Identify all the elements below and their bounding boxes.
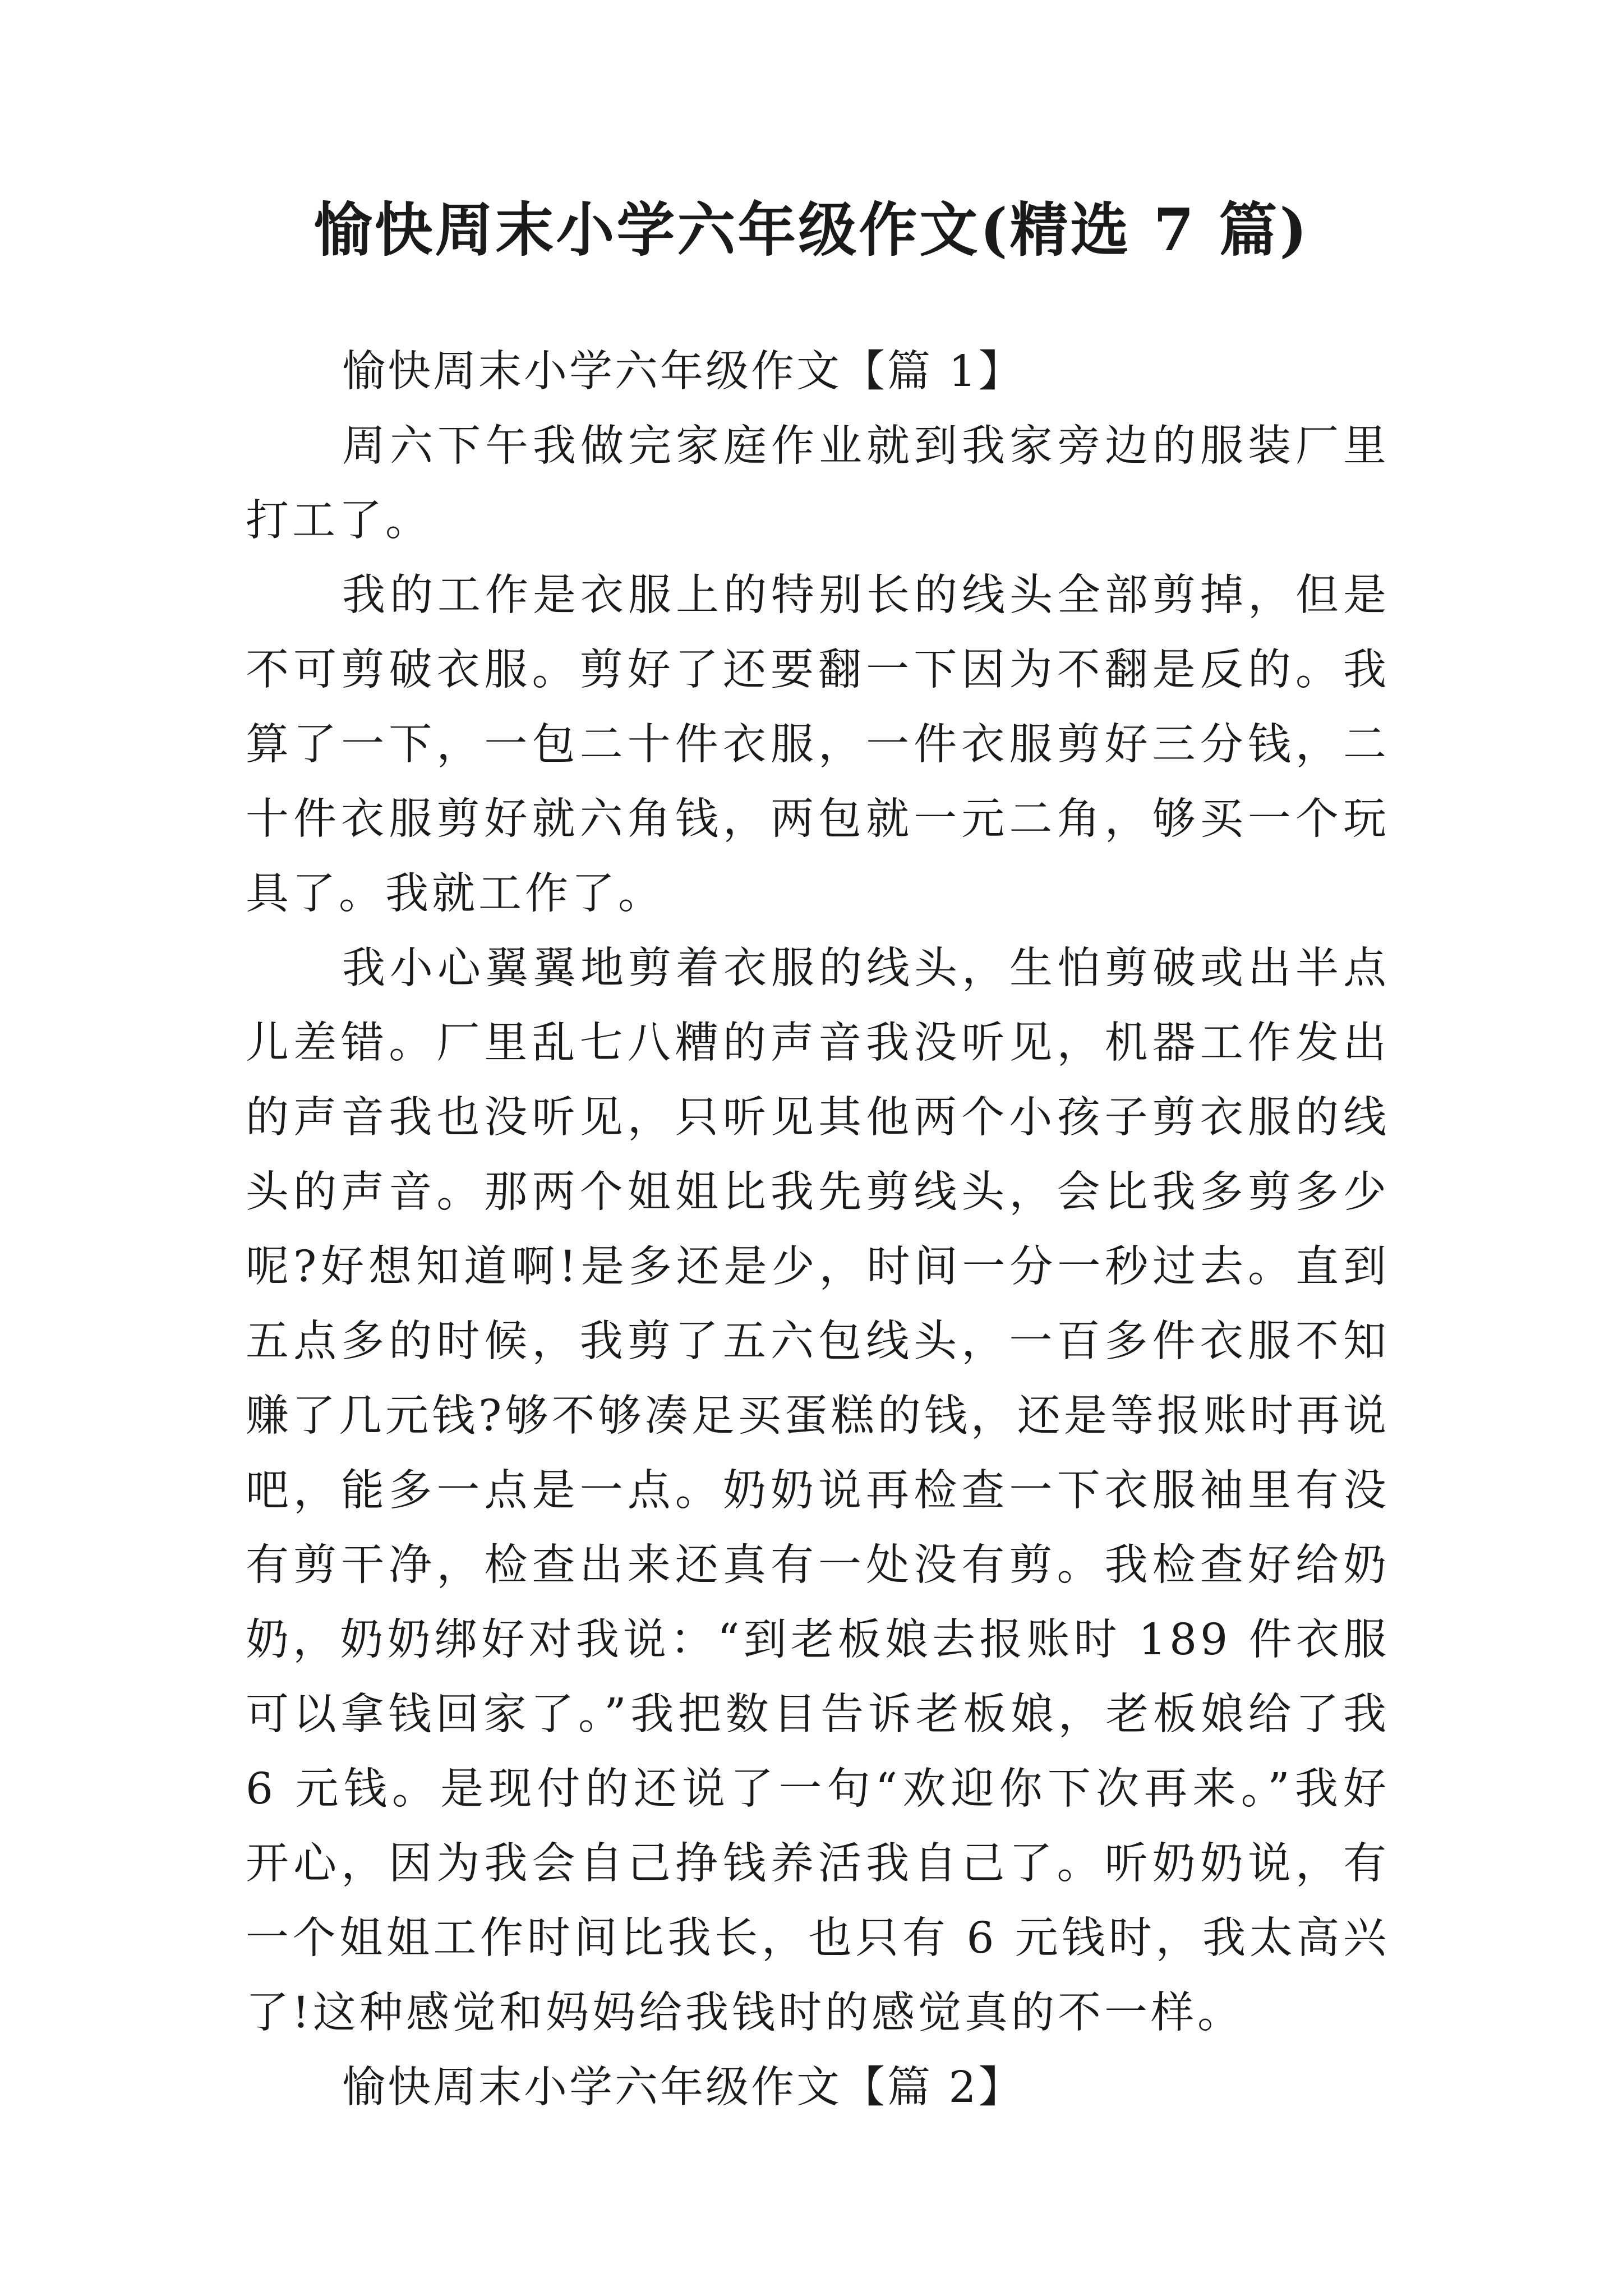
document-title: 愉快周末小学六年级作文(精选 7 篇) [313,195,1310,264]
paragraph: 周六下午我做完家庭作业就到我家旁边的服装厂里打工了。 [246,421,1390,546]
paragraph: 我的工作是衣服上的特别长的线头全部剪掉，但是不可剪破衣服。剪好了还要翻一下因为不翻是反的。我算了一下，一包二十件衣服，一件衣服剪好三分钱，二十件衣服剪好就六角钱，两包就一元二角，够买一个玩具了。我就工作了。 [246,570,1390,919]
section-heading: 愉快周末小学六年级作文【篇 1】 [342,347,1024,397]
paragraph: 我小心翼翼地剪着衣服的线头，生怕剪破或出半点儿差错。厂里乱七八糟的声音我没听见，机器工作发出的声音我也没听见，只听见其他两个小孩子剪衣服的线头的声音。那两个姐姐比我先剪线头，会比我多剪多少呢?好想知道啊!是多还是少，时间一分一秒过去。直到五点多的时候，我剪了五六包线头，一百多件衣服不知赚了几元钱?够不够凑足买蛋糕的钱，还是等报账时再说吧，能多一点是一点。奶奶说再检查一下衣服袖里有没有剪干净，检查出来还真有一处没有剪。我检查好给奶奶，奶奶绑好对我说：“到老板娘去报账时 189 件衣服可以拿钱回家了。”我把数目告诉老板娘，老板娘给了我 6 元钱。是现付的还说了一句“欢迎你下次再来。”我好开心，因为我会自己挣钱养活我自己了。听奶奶说，有一个姐姐工作时间比我长，也只有 6 元钱时，我太高兴了!这种感觉和妈妈给我钱时的感觉真的不一样。 [246,944,1390,2038]
document-body [246,334,1390,2125]
section-heading: 愉快周末小学六年级作文【篇 2】 [342,2063,1024,2113]
